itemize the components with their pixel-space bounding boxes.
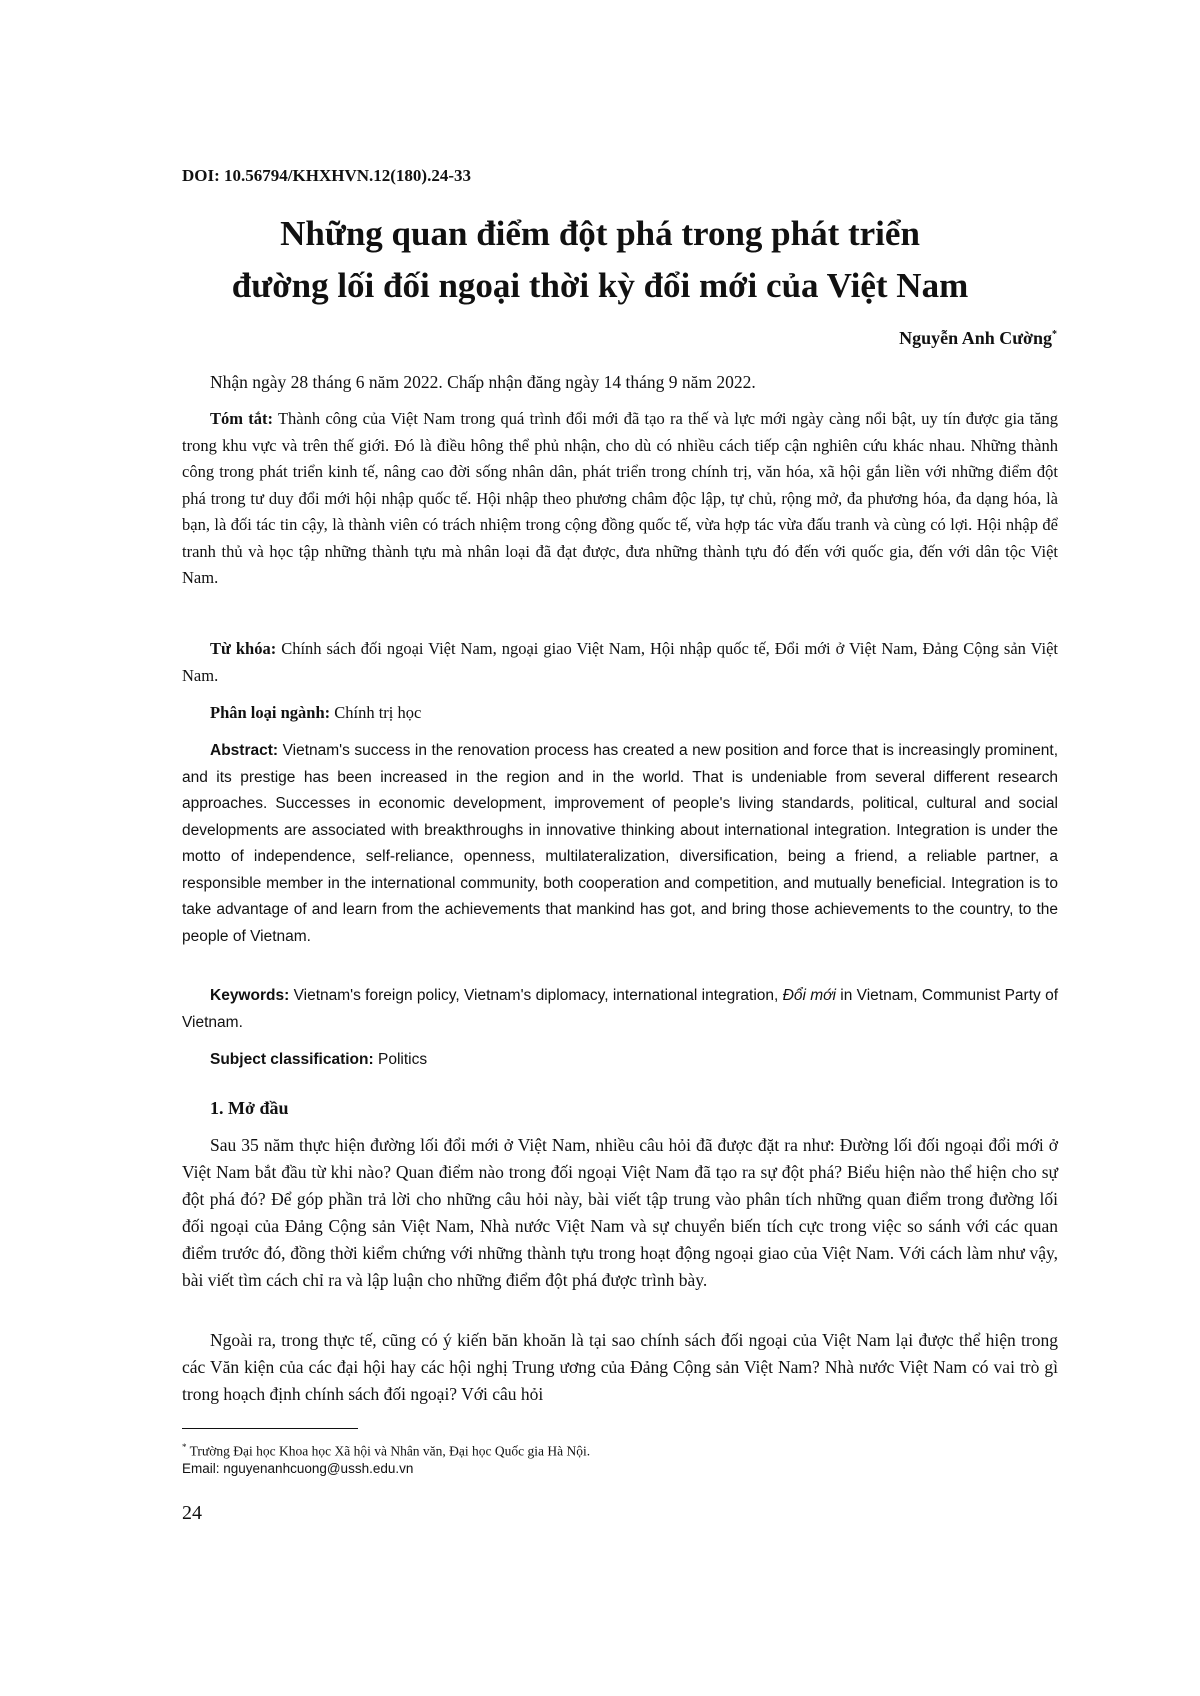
classification-vi-label: Phân loại ngành:: [210, 703, 331, 722]
title-line-2: đường lối đối ngoại thời kỳ đổi mới của Việt Nam: [231, 266, 969, 305]
body-paragraph-1: Sau 35 năm thực hiện đường lối đổi mới ở Việt Nam, nhiều câu hỏi đã được đặt ra như: Đường lối đối ngoại đổi mới ở Việt Nam bắt đầu từ khi nào? Quan điểm nào trong đối ngoại Việt Nam đã tạo ra sự đột phá? Biểu hiện nào thể hiện cho sự đột phá đó? Để góp phần trả lời cho những câu hỏi này, bài viết tập trung vào phân tích những quan điểm trong đường lối đối ngoại của Đảng Cộng sản Việt Nam, Nhà nước Việt Nam và sự chuyển biến tích cực trong việc so sánh với các quan điểm trước đó, đồng thời kiểm chứng với những thành tựu trong hoạt động ngoại giao của Việt Nam. Với cách làm như vậy, bài viết tìm cách chỉ ra và lập luận cho những điểm đột phá được trình bày.: [182, 1135, 1058, 1290]
received-date: Nhận ngày 28 tháng 6 năm 2022. Chấp nhận đăng ngày 14 tháng 9 năm 2022.: [210, 372, 756, 392]
footnote-affiliation-text: Trường Đại học Khoa học Xã hội và Nhân văn, Đại học Quốc gia Hà Nội.: [189, 1443, 591, 1459]
doi: DOI: 10.56794/KHXHVN.12(180).24-33: [182, 166, 471, 185]
body-paragraph-2: Ngoài ra, trong thực tế, cũng có ý kiến băn khoăn là tại sao chính sách đối ngoại của Việt Nam lại được thể hiện trong các Văn kiện của các đại hội hay các hội nghị Trung ương của Đảng Cộng sản Việt Nam? Nhà nước Việt Nam có vai trò gì trong hoạch định chính sách đối ngoại? Với câu hỏi: [182, 1330, 1058, 1404]
keywords-en-text-b: in Vietnam, Communist Party of Vietnam.: [182, 987, 1059, 1031]
footnote-email: Email: nguyenanhcuong@ussh.edu.vn: [182, 1461, 414, 1476]
abstract-vi-text: Thành công của Việt Nam trong quá trình đổi mới đã tạo ra thế và lực mới ngày càng nổi bật, uy tín được gia tăng trong khu vực và trên thế giới. Đó là điều hông thể phủ nhận, cho dù có nhiều cách tiếp cận nghiên cứu khác nhau. Những thành công trong phát triển kinh tế, nâng cao đời sống nhân dân, phát triển trong chính trị, văn hóa, xã hội gắn liền với những điểm đột phá trong tư duy đổi mới hội nhập quốc tế. Hội nhập theo phương châm độc lập, tự chủ, rộng mở, đa phương hóa, đa dạng hóa, là bạn, là đối tác tin cậy, là thành viên có trách nhiệm trong cộng đồng quốc tế, vừa hợp tác vừa đấu tranh và cùng có lợi. Hội nhập để tranh thủ và học tập những thành tựu mà nhân loại đã đạt được, đưa những thành tựu đó đến với quốc gia, đến với dân tộc Việt Nam.: [182, 409, 1059, 587]
author-footnote-mark: *: [1052, 329, 1057, 340]
keywords-vi-text: Chính sách đối ngoại Việt Nam, ngoại giao Việt Nam, Hội nhập quốc tế, Đổi mới ở Việt Nam, Đảng Cộng sản Việt Nam.: [182, 639, 1059, 685]
abstract-vi-label: Tóm tắt:: [210, 409, 273, 428]
keywords-en-text-a: Vietnam's foreign policy, Vietnam's diplomacy, international integration,: [293, 987, 779, 1004]
abstract-en-label: Abstract:: [210, 742, 279, 759]
classification-en-text: Politics: [377, 1051, 428, 1068]
author: [899, 328, 1057, 349]
keywords-vi-label: Từ khóa:: [210, 639, 277, 658]
author-name: Nguyễn Anh Cường: [899, 328, 1052, 348]
classification-vi-text: Chính trị học: [334, 703, 422, 722]
abstract-en: [182, 738, 1058, 950]
abstract-en-text: Vietnam's success in the renovation process has created a new position and force that is increasingly prominent, and its prestige has been increased in the region and in the world. That is undeniable from several different research approaches. Successes in economic development, improvement of people's living standards, political, cultural and social developments are associated with breakthroughs in innovative thinking about international integration. Integration is under the motto of independence, self-reliance, openness, multilateralization, diversification, being a friend, a reliable partner, a responsible member in the international community, both cooperation and competition, and mutually beneficial. Integration is to take advantage of and learn from the achievements that mankind has got, and bring those achievements to the country, to the people of Vietnam.: [182, 742, 1058, 945]
keywords-en-label: Keywords:: [210, 987, 290, 1004]
keywords-en: [182, 983, 1058, 1036]
classification-en-label: Subject classification:: [210, 1051, 374, 1068]
classification-vi: [182, 700, 1058, 727]
keywords-vi: [182, 636, 1058, 689]
article-title: [150, 208, 1050, 312]
title-line-1: Những quan điểm đột phá trong phát triển: [280, 214, 920, 253]
abstract-vi: [182, 406, 1058, 592]
section-heading: 1. Mở đầu: [210, 1098, 289, 1118]
keywords-en-italic: Đổi mới: [782, 987, 836, 1004]
page-number: 24: [182, 1502, 202, 1524]
footnote-rule: [182, 1428, 358, 1429]
classification-en: [182, 1047, 1058, 1074]
footnote-mark: *: [182, 1442, 187, 1452]
